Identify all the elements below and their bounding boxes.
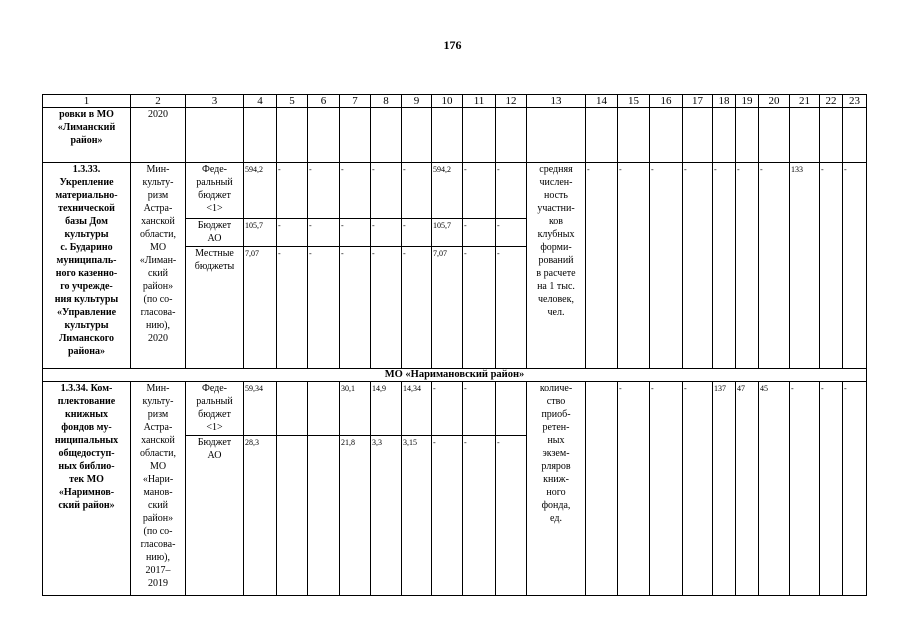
column-number: 19 [736, 95, 759, 108]
value-cell: - [402, 163, 432, 219]
value-cell: - [402, 219, 432, 247]
column-number: 2 [131, 95, 186, 108]
column-number: 23 [843, 95, 867, 108]
value-cell: - [463, 382, 496, 436]
empty-cell [683, 108, 713, 163]
indicator-value-cell: - [683, 163, 713, 369]
value-cell: - [308, 247, 340, 369]
indicator-value-cell: - [650, 163, 683, 369]
measure-cell: ровки в МО «Лиманский район» [43, 108, 131, 163]
value-cell [496, 382, 527, 436]
executor-cell: Мин- культу- ризм Астра- ханской области, МО «Нари- манов- ский район» (по со- гласова- нию), 2017– 2019 [131, 382, 186, 596]
value-cell: 7,07 [432, 247, 463, 369]
indicator-value-cell: - [843, 382, 867, 596]
value-cell: - [432, 436, 463, 596]
value-cell: - [308, 163, 340, 219]
column-number: 20 [759, 95, 790, 108]
empty-cell [432, 108, 463, 163]
value-cell: - [340, 163, 371, 219]
column-number: 7 [340, 95, 371, 108]
value-cell: 30,1 [340, 382, 371, 436]
value-cell: - [496, 163, 527, 219]
value-cell [308, 436, 340, 596]
indicator-value-cell: - [618, 382, 650, 596]
column-number: 13 [527, 95, 586, 108]
value-cell: 105,7 [432, 219, 463, 247]
column-number: 1 [43, 95, 131, 108]
indicator-value-cell: - [790, 382, 820, 596]
value-cell: - [463, 163, 496, 219]
indicator-value-cell: 47 [736, 382, 759, 596]
indicator-value-cell: - [820, 163, 843, 369]
section-title: МО «Наримановский район» [43, 369, 867, 382]
measure-cell: 1.3.33. Укрепление материально- технической базы Дом культуры с. Бударино муниципаль- ного казенно- го учрежде- ния культуры «Управление культуры Лиманского района» [43, 163, 131, 369]
executor-cell: 2020 [131, 108, 186, 163]
value-cell: 594,2 [244, 163, 277, 219]
value-cell: - [432, 382, 463, 436]
column-number: 18 [713, 95, 736, 108]
value-cell: - [463, 219, 496, 247]
column-number: 12 [496, 95, 527, 108]
column-number: 3 [186, 95, 244, 108]
value-cell: 3,15 [402, 436, 432, 596]
section-row [43, 369, 867, 382]
value-cell: - [340, 247, 371, 369]
empty-cell [527, 108, 586, 163]
value-cell [277, 436, 308, 596]
indicator-value-cell: - [650, 382, 683, 596]
value-cell: - [371, 219, 402, 247]
indicator-value-cell: - [618, 163, 650, 369]
indicator-cell: количе- ство приоб- ретен- ных экзем- pляров книж- ного фонда, ед. [527, 382, 586, 596]
value-cell: 594,2 [432, 163, 463, 219]
indicator-value-cell: - [843, 163, 867, 369]
column-number: 15 [618, 95, 650, 108]
funding-source-cell: Феде- ральный бюджет <1> [186, 382, 244, 436]
value-cell: 3,3 [371, 436, 402, 596]
value-cell: 14,9 [371, 382, 402, 436]
empty-cell [618, 108, 650, 163]
column-number: 9 [402, 95, 432, 108]
column-number: 8 [371, 95, 402, 108]
column-number-row [43, 95, 867, 108]
indicator-value-cell: 133 [790, 163, 820, 369]
funding-source-cell: Бюджет АО [186, 219, 244, 247]
empty-cell [843, 108, 867, 163]
empty-cell [402, 108, 432, 163]
value-cell: 105,7 [244, 219, 277, 247]
value-cell: - [463, 247, 496, 369]
table-row [43, 163, 867, 219]
value-cell: - [277, 163, 308, 219]
page-number: 176 [443, 38, 462, 52]
value-cell: 59,34 [244, 382, 277, 436]
empty-cell [308, 108, 340, 163]
value-cell: - [277, 247, 308, 369]
indicator-value-cell: 137 [713, 382, 736, 596]
column-number: 16 [650, 95, 683, 108]
indicator-value-cell: - [713, 163, 736, 369]
table-row [43, 108, 867, 163]
empty-cell [736, 108, 759, 163]
empty-cell [371, 108, 402, 163]
empty-cell [277, 108, 308, 163]
indicator-value-cell: 45 [759, 382, 790, 596]
indicator-value-cell: - [586, 163, 618, 369]
indicator-value-cell: - [736, 163, 759, 369]
value-cell: 28,3 [244, 436, 277, 596]
empty-cell [496, 108, 527, 163]
empty-cell [186, 108, 244, 163]
indicator-value-cell: - [820, 382, 843, 596]
value-cell: - [496, 436, 527, 596]
column-number: 22 [820, 95, 843, 108]
indicator-value-cell [586, 382, 618, 596]
column-number: 10 [432, 95, 463, 108]
measure-cell: 1.3.34. Ком- плектование книжных фондов му- ниципальных общедоступ- ных библио- тек МО «Наримнов- ский район» [43, 382, 131, 596]
empty-cell [650, 108, 683, 163]
value-cell [308, 382, 340, 436]
executor-cell: Мин- культу- ризм Астра- ханской области, МО «Лиман- ский район» (по со- гласова- нию), 2020 [131, 163, 186, 369]
funding-source-cell: Местные бюджеты [186, 247, 244, 369]
funding-source-cell: Феде- ральный бюджет <1> [186, 163, 244, 219]
empty-cell [790, 108, 820, 163]
column-number: 4 [244, 95, 277, 108]
empty-cell [463, 108, 496, 163]
column-number: 14 [586, 95, 618, 108]
empty-cell [713, 108, 736, 163]
empty-cell [244, 108, 277, 163]
value-cell: - [340, 219, 371, 247]
funding-source-cell: Бюджет АО [186, 436, 244, 596]
value-cell: 7,07 [244, 247, 277, 369]
column-number: 17 [683, 95, 713, 108]
value-cell: - [463, 436, 496, 596]
value-cell: - [277, 219, 308, 247]
value-cell: 21,8 [340, 436, 371, 596]
indicator-cell: средняя числен- ность участни- ков клубных форми- рований в расчете на 1 тыс. человек, чел. [527, 163, 586, 369]
column-number: 6 [308, 95, 340, 108]
value-cell: - [496, 247, 527, 369]
value-cell [277, 382, 308, 436]
column-number: 11 [463, 95, 496, 108]
empty-cell [340, 108, 371, 163]
table-row [43, 382, 867, 436]
value-cell: - [371, 163, 402, 219]
value-cell: - [308, 219, 340, 247]
value-cell: - [402, 247, 432, 369]
value-cell: 14,34 [402, 382, 432, 436]
budget-table [42, 94, 867, 596]
empty-cell [586, 108, 618, 163]
value-cell: - [371, 247, 402, 369]
column-number: 21 [790, 95, 820, 108]
indicator-value-cell: - [683, 382, 713, 596]
value-cell: - [496, 219, 527, 247]
indicator-value-cell: - [759, 163, 790, 369]
column-number: 5 [277, 95, 308, 108]
empty-cell [820, 108, 843, 163]
empty-cell [759, 108, 790, 163]
